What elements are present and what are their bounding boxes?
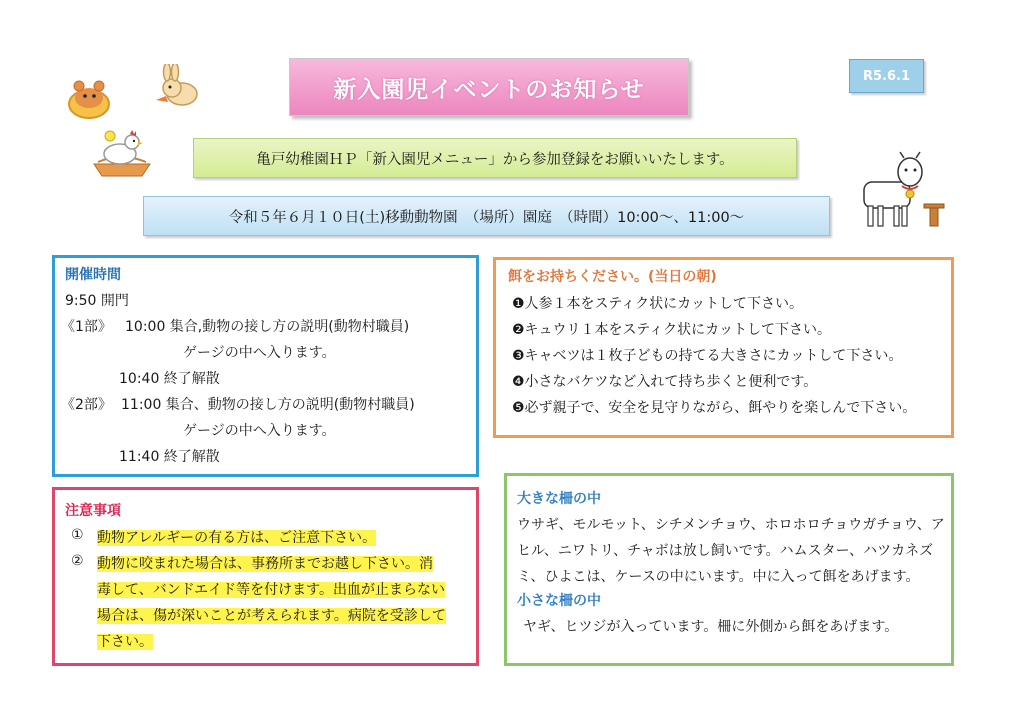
caution-item-text: 下さい。 (97, 634, 153, 650)
caution-item (97, 527, 376, 547)
caution-number: ① (71, 527, 84, 543)
feed-item: ❶人参１本をスティク状にカットして下さい。 (512, 296, 804, 312)
small-fence-heading: 小さな柵の中 (517, 593, 601, 609)
animals-line: ヤギ、ヒツジが入っています。柵に外側から餌をあげます。 (523, 619, 899, 635)
animals-line: ミ、ひよこは、ケースの中にいます。中に入って餌をあげます。 (517, 569, 920, 585)
animals-box (504, 473, 954, 666)
feed-item: ❹小さなバケツなど入れて持ち歩くと便利です。 (512, 374, 818, 390)
caution-heading: 注意事項 (65, 503, 121, 519)
caution-item-text: 毒して、バンドエイド等を付けます。出血が止まらない (97, 582, 446, 598)
schedule-line: 《1部》 (61, 319, 112, 335)
goat-icon (858, 150, 948, 230)
feed-heading: 餌をお持ちください。(当日の朝) (508, 269, 717, 285)
caution-item (97, 579, 445, 599)
feed-box (493, 257, 954, 438)
register-banner: 亀戸幼稚園ＨＰ「新入園児メニュー」から参加登録をお願いいたします。 (193, 138, 797, 178)
caution-item (97, 631, 153, 651)
date-badge: R5.6.1 (849, 59, 924, 93)
schedule-line: 10:40 終了解散 (119, 371, 220, 387)
schedule-line: 9:50 開門 (65, 293, 129, 309)
schedule-line: ゲージの中へ入ります。 (183, 423, 336, 439)
chicken-icon (90, 124, 154, 178)
caution-item-text: 動物に咬まれた場合は、事務所までお越し下さい。消 (97, 556, 433, 572)
feed-item: ❷キュウリ１本をスティク状にカットして下さい。 (512, 322, 832, 338)
page-title: 新入園児イベントのお知らせ (333, 76, 645, 103)
schedule-line: 《2部》 (61, 397, 112, 413)
schedule-line: 11:40 終了解散 (119, 449, 220, 465)
caution-item (97, 553, 433, 573)
caution-item (97, 605, 446, 625)
event-banner: 令和５年６月１０日(土)移動動物園 （場所）園庭 （時間）10:00～、11:00～ (143, 196, 830, 236)
schedule-line: ゲージの中へ入ります。 (183, 345, 336, 361)
hamster-icon (64, 74, 114, 122)
caution-item-text: 動物アレルギーの有る方は、ご注意下さい。 (97, 530, 377, 546)
rabbit-icon (152, 64, 202, 110)
caution-number: ② (71, 553, 84, 569)
caution-item-text: 場合は、傷が深いことが考えられます。病院を受診して (97, 608, 446, 624)
schedule-line: 10:00 集合,動物の接し方の説明(動物村職員) (125, 319, 410, 335)
schedule-line: 11:00 集合、動物の接し方の説明(動物村職員) (121, 397, 415, 413)
feed-item: ❺必ず親子で、安全を見守りながら、餌やりを楽しんで下さい。 (512, 400, 917, 416)
animals-line: ウサギ、モルモット、シチメンチョウ、ホロホロチョウガチョウ、ア (517, 517, 945, 533)
big-fence-heading: 大きな柵の中 (517, 491, 601, 507)
title-banner (289, 58, 689, 116)
caution-box (52, 487, 479, 666)
schedule-box (52, 255, 479, 477)
animals-line: ヒル、ニワトリ、チャボは放し飼いです。ハムスター、ハツカネズ (517, 543, 934, 559)
feed-item: ❸キャベツは１枚子どもの持てる大きさにカットして下さい。 (512, 348, 903, 364)
schedule-heading: 開催時間 (65, 267, 121, 283)
